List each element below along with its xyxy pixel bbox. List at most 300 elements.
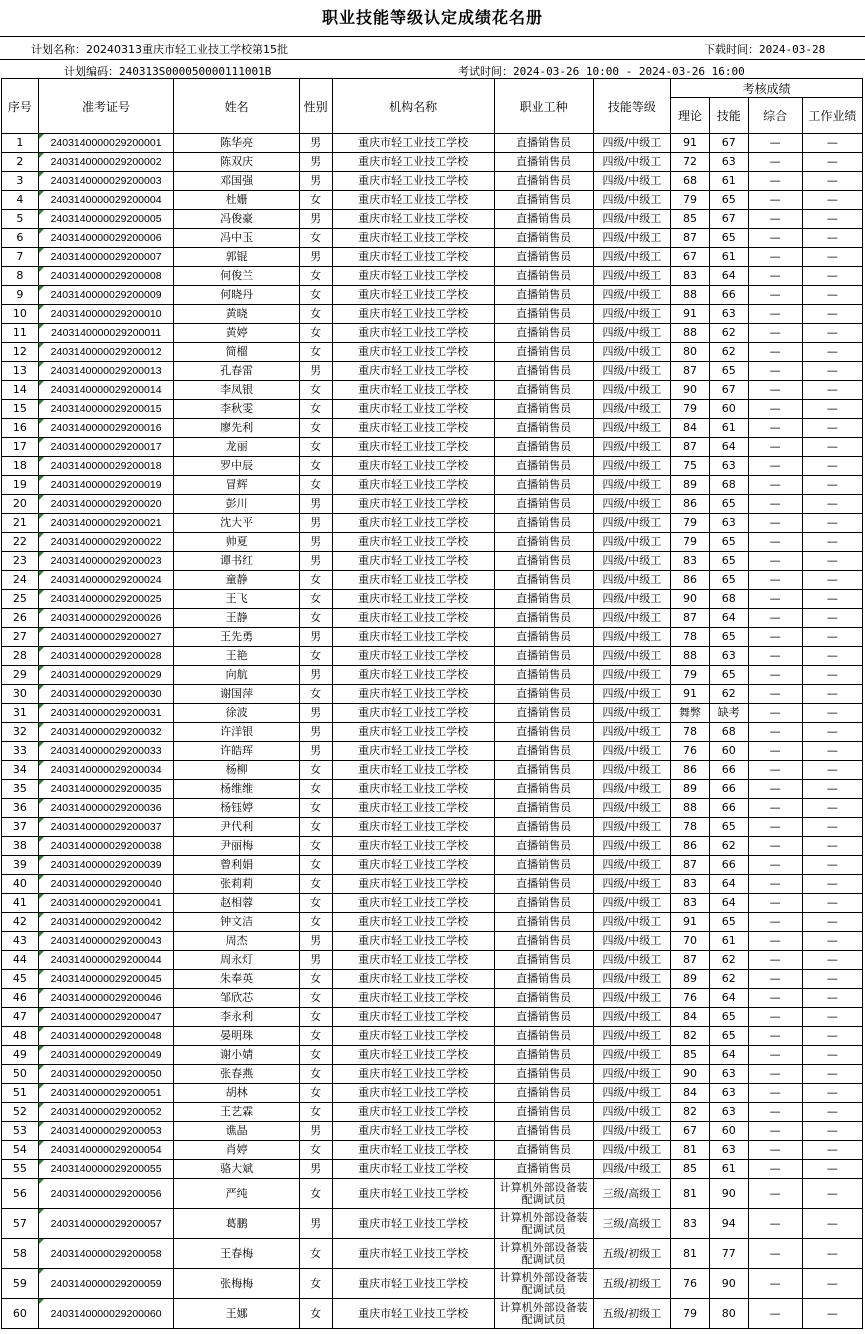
cell-level: 四级/中级工: [593, 1084, 671, 1103]
cell-gender: 男: [299, 1209, 332, 1239]
cell-job: 直播销售员: [494, 913, 593, 932]
cell-theory: 83: [671, 552, 710, 571]
cell-org: 重庆市轻工业技工学校: [332, 514, 494, 533]
cell-job: 直播销售员: [494, 894, 593, 913]
cell-theory: 79: [671, 533, 710, 552]
cell-seq: 40: [2, 875, 39, 894]
cell-seq: 54: [2, 1141, 39, 1160]
cell-org: 重庆市轻工业技工学校: [332, 799, 494, 818]
cell-id: 2403140000029200021: [38, 514, 174, 533]
cell-seq: 8: [2, 267, 39, 286]
cell-org: 重庆市轻工业技工学校: [332, 305, 494, 324]
table-row: [2, 457, 863, 476]
cell-level: 四级/中级工: [593, 210, 671, 229]
cell-gender: 女: [299, 476, 332, 495]
cell-gender: 女: [299, 1027, 332, 1046]
cell-name: 沈大平: [174, 514, 299, 533]
cell-gender: 女: [299, 1065, 332, 1084]
cell-id: 2403140000029200001: [38, 134, 174, 153]
cell-org: 重庆市轻工业技工学校: [332, 229, 494, 248]
cell-work: —: [802, 1065, 862, 1084]
cell-org: 重庆市轻工业技工学校: [332, 134, 494, 153]
cell-org: 重庆市轻工业技工学校: [332, 457, 494, 476]
cell-theory: 68: [671, 172, 710, 191]
cell-job: 直播销售员: [494, 761, 593, 780]
cell-name: 尹代利: [174, 818, 299, 837]
cell-skill: 62: [709, 324, 748, 343]
cell-skill: 65: [709, 818, 748, 837]
cell-id: 2403140000029200013: [38, 362, 174, 381]
cell-work: —: [802, 647, 862, 666]
cell-gender: 女: [299, 609, 332, 628]
cell-gender: 女: [299, 647, 332, 666]
cell-comprehensive: —: [748, 894, 802, 913]
cell-seq: 15: [2, 400, 39, 419]
cell-theory: 89: [671, 476, 710, 495]
cell-gender: 男: [299, 172, 332, 191]
cell-org: 重庆市轻工业技工学校: [332, 1046, 494, 1065]
cell-name: 陈华亮: [174, 134, 299, 153]
cell-level: 四级/中级工: [593, 875, 671, 894]
cell-seq: 16: [2, 419, 39, 438]
cell-id: 2403140000029200056: [38, 1179, 174, 1209]
cell-job: 直播销售员: [494, 647, 593, 666]
cell-skill: 66: [709, 286, 748, 305]
cell-work: —: [802, 1141, 862, 1160]
cell-work: —: [802, 951, 862, 970]
cell-work: —: [802, 913, 862, 932]
cell-seq: 57: [2, 1209, 39, 1239]
cell-job: 直播销售员: [494, 419, 593, 438]
cell-skill: 68: [709, 590, 748, 609]
cell-level: 四级/中级工: [593, 1046, 671, 1065]
cell-theory: 78: [671, 628, 710, 647]
cell-org: 重庆市轻工业技工学校: [332, 875, 494, 894]
cell-org: 重庆市轻工业技工学校: [332, 1027, 494, 1046]
cell-skill: 62: [709, 970, 748, 989]
cell-level: 四级/中级工: [593, 590, 671, 609]
cell-job: 计算机外部设备装配调试员: [494, 1179, 593, 1209]
cell-gender: 女: [299, 1179, 332, 1209]
cell-skill: 62: [709, 343, 748, 362]
cell-org: 重庆市轻工业技工学校: [332, 1179, 494, 1209]
cell-gender: 男: [299, 362, 332, 381]
cell-comprehensive: —: [748, 134, 802, 153]
cell-comprehensive: —: [748, 153, 802, 172]
cell-id: 2403140000029200054: [38, 1141, 174, 1160]
cell-job: 直播销售员: [494, 229, 593, 248]
cell-job: 直播销售员: [494, 780, 593, 799]
cell-org: 重庆市轻工业技工学校: [332, 267, 494, 286]
cell-id: 2403140000029200045: [38, 970, 174, 989]
table-row: [2, 590, 863, 609]
table-row: [2, 818, 863, 837]
cell-level: 四级/中级工: [593, 400, 671, 419]
table-row: [2, 476, 863, 495]
cell-gender: 女: [299, 989, 332, 1008]
cell-seq: 50: [2, 1065, 39, 1084]
cell-seq: 30: [2, 685, 39, 704]
cell-level: 三级/高级工: [593, 1179, 671, 1209]
cell-job: 直播销售员: [494, 704, 593, 723]
cell-name: 王艺霖: [174, 1103, 299, 1122]
cell-level: 五级/初级工: [593, 1269, 671, 1299]
cell-comprehensive: —: [748, 856, 802, 875]
cell-skill: 60: [709, 400, 748, 419]
cell-skill: 63: [709, 1141, 748, 1160]
table-row: [2, 1299, 863, 1329]
cell-comprehensive: —: [748, 1122, 802, 1141]
cell-gender: 女: [299, 324, 332, 343]
cell-comprehensive: —: [748, 381, 802, 400]
cell-comprehensive: —: [748, 1141, 802, 1160]
table-row: [2, 742, 863, 761]
cell-work: —: [802, 1008, 862, 1027]
cell-skill: 64: [709, 267, 748, 286]
cell-org: 重庆市轻工业技工学校: [332, 1084, 494, 1103]
table-row: [2, 951, 863, 970]
cell-gender: 女: [299, 1299, 332, 1329]
cell-seq: 38: [2, 837, 39, 856]
cell-work: —: [802, 609, 862, 628]
cell-seq: 48: [2, 1027, 39, 1046]
table-row: [2, 1008, 863, 1027]
cell-seq: 58: [2, 1239, 39, 1269]
cell-gender: 男: [299, 1122, 332, 1141]
cell-level: 五级/初级工: [593, 1299, 671, 1329]
cell-gender: 男: [299, 514, 332, 533]
cell-level: 四级/中级工: [593, 134, 671, 153]
cell-gender: 女: [299, 590, 332, 609]
cell-work: —: [802, 362, 862, 381]
table-row: [2, 153, 863, 172]
cell-id: 2403140000029200041: [38, 894, 174, 913]
cell-skill: 63: [709, 305, 748, 324]
table-row: [2, 1160, 863, 1179]
cell-name: 张春燕: [174, 1065, 299, 1084]
cell-level: 四级/中级工: [593, 153, 671, 172]
cell-comprehensive: —: [748, 552, 802, 571]
header-work: 工作业绩: [802, 98, 862, 134]
cell-id: 2403140000029200014: [38, 381, 174, 400]
cell-level: 四级/中级工: [593, 324, 671, 343]
cell-name: 邓国强: [174, 172, 299, 191]
cell-gender: 女: [299, 571, 332, 590]
cell-job: 计算机外部设备装配调试员: [494, 1269, 593, 1299]
cell-job: 直播销售员: [494, 1141, 593, 1160]
cell-theory: 85: [671, 210, 710, 229]
cell-skill: 63: [709, 1065, 748, 1084]
cell-gender: 女: [299, 685, 332, 704]
table-row: [2, 343, 863, 362]
cell-org: 重庆市轻工业技工学校: [332, 248, 494, 267]
cell-id: 2403140000029200058: [38, 1239, 174, 1269]
cell-name: 周杰: [174, 932, 299, 951]
cell-org: 重庆市轻工业技工学校: [332, 989, 494, 1008]
header-job: 职业工种: [494, 79, 593, 134]
cell-gender: 女: [299, 1269, 332, 1299]
cell-comprehensive: —: [748, 723, 802, 742]
cell-gender: 男: [299, 723, 332, 742]
cell-comprehensive: —: [748, 666, 802, 685]
cell-level: 四级/中级工: [593, 457, 671, 476]
cell-skill: 64: [709, 609, 748, 628]
cell-name: 冒辉: [174, 476, 299, 495]
cell-org: 重庆市轻工业技工学校: [332, 742, 494, 761]
cell-skill: 66: [709, 856, 748, 875]
cell-org: 重庆市轻工业技工学校: [332, 970, 494, 989]
table-row: [2, 172, 863, 191]
cell-name: 张莉莉: [174, 875, 299, 894]
cell-work: —: [802, 514, 862, 533]
cell-work: —: [802, 1209, 862, 1239]
cell-work: —: [802, 533, 862, 552]
cell-name: 杨维维: [174, 780, 299, 799]
cell-seq: 18: [2, 457, 39, 476]
cell-work: —: [802, 989, 862, 1008]
table-row: [2, 514, 863, 533]
cell-seq: 47: [2, 1008, 39, 1027]
cell-job: 直播销售员: [494, 1160, 593, 1179]
cell-seq: 59: [2, 1269, 39, 1299]
cell-job: 直播销售员: [494, 495, 593, 514]
cell-seq: 22: [2, 533, 39, 552]
cell-seq: 20: [2, 495, 39, 514]
cell-name: 许皓珲: [174, 742, 299, 761]
cell-comprehensive: —: [748, 1179, 802, 1209]
cell-comprehensive: —: [748, 780, 802, 799]
table-row: [2, 856, 863, 875]
cell-level: 四级/中级工: [593, 780, 671, 799]
cell-level: 四级/中级工: [593, 248, 671, 267]
cell-skill: 61: [709, 1160, 748, 1179]
cell-skill: 61: [709, 932, 748, 951]
cell-id: 2403140000029200023: [38, 552, 174, 571]
cell-name: 杨柳: [174, 761, 299, 780]
cell-skill: 64: [709, 875, 748, 894]
cell-work: —: [802, 894, 862, 913]
cell-id: 2403140000029200040: [38, 875, 174, 894]
cell-gender: 男: [299, 628, 332, 647]
table-row: [2, 381, 863, 400]
cell-name: 廖先利: [174, 419, 299, 438]
cell-id: 2403140000029200019: [38, 476, 174, 495]
cell-comprehensive: —: [748, 1299, 802, 1329]
cell-work: —: [802, 780, 862, 799]
table-row: [2, 134, 863, 153]
cell-org: 重庆市轻工业技工学校: [332, 552, 494, 571]
cell-level: 四级/中级工: [593, 286, 671, 305]
cell-theory: 91: [671, 685, 710, 704]
cell-seq: 4: [2, 191, 39, 210]
cell-gender: 女: [299, 229, 332, 248]
table-row: [2, 305, 863, 324]
cell-name: 冯俊豪: [174, 210, 299, 229]
cell-theory: 79: [671, 1299, 710, 1329]
cell-gender: 女: [299, 856, 332, 875]
cell-gender: 女: [299, 1141, 332, 1160]
table-row: [2, 324, 863, 343]
table-row: [2, 799, 863, 818]
header-comprehensive: 综合: [748, 98, 802, 134]
cell-comprehensive: —: [748, 476, 802, 495]
cell-theory: 78: [671, 818, 710, 837]
cell-org: 重庆市轻工业技工学校: [332, 1122, 494, 1141]
cell-name: 王娜: [174, 1299, 299, 1329]
cell-work: —: [802, 172, 862, 191]
cell-name: 谭书红: [174, 552, 299, 571]
cell-id: 2403140000029200048: [38, 1027, 174, 1046]
cell-theory: 85: [671, 1046, 710, 1065]
cell-seq: 37: [2, 818, 39, 837]
cell-org: 重庆市轻工业技工学校: [332, 1065, 494, 1084]
cell-seq: 34: [2, 761, 39, 780]
cell-work: —: [802, 438, 862, 457]
cell-gender: 女: [299, 799, 332, 818]
cell-theory: 84: [671, 1084, 710, 1103]
cell-seq: 45: [2, 970, 39, 989]
plan-code: 计划编码：240313S000050000111001B: [64, 65, 272, 78]
cell-skill: 67: [709, 381, 748, 400]
cell-org: 重庆市轻工业技工学校: [332, 780, 494, 799]
cell-seq: 23: [2, 552, 39, 571]
cell-id: 2403140000029200018: [38, 457, 174, 476]
cell-skill: 65: [709, 913, 748, 932]
cell-gender: 女: [299, 913, 332, 932]
cell-work: —: [802, 1160, 862, 1179]
cell-org: 重庆市轻工业技工学校: [332, 571, 494, 590]
divider: [0, 59, 865, 60]
cell-seq: 27: [2, 628, 39, 647]
cell-org: 重庆市轻工业技工学校: [332, 533, 494, 552]
cell-theory: 89: [671, 970, 710, 989]
cell-skill: 65: [709, 1008, 748, 1027]
cell-org: 重庆市轻工业技工学校: [332, 685, 494, 704]
cell-org: 重庆市轻工业技工学校: [332, 324, 494, 343]
cell-gender: 女: [299, 267, 332, 286]
cell-skill: 63: [709, 457, 748, 476]
cell-org: 重庆市轻工业技工学校: [332, 1299, 494, 1329]
table-row: [2, 286, 863, 305]
cell-comprehensive: —: [748, 172, 802, 191]
cell-theory: 83: [671, 267, 710, 286]
cell-seq: 28: [2, 647, 39, 666]
cell-gender: 男: [299, 666, 332, 685]
cell-comprehensive: —: [748, 1269, 802, 1299]
cell-skill: 65: [709, 1027, 748, 1046]
cell-comprehensive: —: [748, 191, 802, 210]
header-name: 姓名: [174, 79, 299, 134]
cell-id: 2403140000029200053: [38, 1122, 174, 1141]
cell-comprehensive: —: [748, 438, 802, 457]
cell-comprehensive: —: [748, 875, 802, 894]
cell-name: 赵相蓉: [174, 894, 299, 913]
cell-theory: 87: [671, 856, 710, 875]
table-row: [2, 913, 863, 932]
cell-work: —: [802, 970, 862, 989]
cell-name: 胡林: [174, 1084, 299, 1103]
cell-org: 重庆市轻工业技工学校: [332, 818, 494, 837]
cell-skill: 60: [709, 742, 748, 761]
cell-gender: 女: [299, 875, 332, 894]
cell-seq: 46: [2, 989, 39, 1008]
cell-theory: 86: [671, 495, 710, 514]
cell-name: 王飞: [174, 590, 299, 609]
cell-skill: 64: [709, 438, 748, 457]
cell-org: 重庆市轻工业技工学校: [332, 666, 494, 685]
cell-level: 四级/中级工: [593, 1160, 671, 1179]
cell-theory: 91: [671, 305, 710, 324]
cell-skill: 68: [709, 476, 748, 495]
cell-level: 四级/中级工: [593, 1141, 671, 1160]
table-row: [2, 210, 863, 229]
cell-name: 钟文洁: [174, 913, 299, 932]
cell-theory: 78: [671, 723, 710, 742]
cell-seq: 31: [2, 704, 39, 723]
cell-id: 2403140000029200025: [38, 590, 174, 609]
cell-org: 重庆市轻工业技工学校: [332, 628, 494, 647]
cell-seq: 32: [2, 723, 39, 742]
cell-level: 四级/中级工: [593, 438, 671, 457]
cell-name: 罗中辰: [174, 457, 299, 476]
table-row: [2, 400, 863, 419]
cell-job: 直播销售员: [494, 837, 593, 856]
cell-theory: 87: [671, 362, 710, 381]
cell-name: 王艳: [174, 647, 299, 666]
cell-skill: 63: [709, 1103, 748, 1122]
cell-name: 周永灯: [174, 951, 299, 970]
cell-org: 重庆市轻工业技工学校: [332, 1209, 494, 1239]
cell-comprehensive: —: [748, 1084, 802, 1103]
cell-theory: 88: [671, 286, 710, 305]
cell-work: —: [802, 305, 862, 324]
cell-job: 计算机外部设备装配调试员: [494, 1209, 593, 1239]
cell-skill: 61: [709, 172, 748, 191]
cell-name: 黄婷: [174, 324, 299, 343]
table-row: [2, 533, 863, 552]
cell-id: 2403140000029200009: [38, 286, 174, 305]
cell-comprehensive: —: [748, 970, 802, 989]
cell-org: 重庆市轻工业技工学校: [332, 761, 494, 780]
cell-id: 2403140000029200060: [38, 1299, 174, 1329]
cell-theory: 90: [671, 1065, 710, 1084]
cell-seq: 21: [2, 514, 39, 533]
table-row: [2, 837, 863, 856]
cell-work: —: [802, 552, 862, 571]
cell-comprehensive: —: [748, 951, 802, 970]
cell-name: 张梅梅: [174, 1269, 299, 1299]
cell-gender: 男: [299, 552, 332, 571]
cell-id: 2403140000029200007: [38, 248, 174, 267]
cell-level: 四级/中级工: [593, 761, 671, 780]
cell-name: 龙丽: [174, 438, 299, 457]
cell-skill: 65: [709, 362, 748, 381]
cell-name: 郭锟: [174, 248, 299, 267]
cell-org: 重庆市轻工业技工学校: [332, 191, 494, 210]
cell-id: 2403140000029200042: [38, 913, 174, 932]
cell-comprehensive: —: [748, 913, 802, 932]
cell-job: 直播销售员: [494, 818, 593, 837]
cell-seq: 44: [2, 951, 39, 970]
cell-job: 直播销售员: [494, 1065, 593, 1084]
cell-work: —: [802, 1179, 862, 1209]
cell-comprehensive: —: [748, 932, 802, 951]
cell-name: 曾利娟: [174, 856, 299, 875]
cell-level: 四级/中级工: [593, 1122, 671, 1141]
cell-name: 李永利: [174, 1008, 299, 1027]
cell-id: 2403140000029200039: [38, 856, 174, 875]
cell-level: 四级/中级工: [593, 476, 671, 495]
